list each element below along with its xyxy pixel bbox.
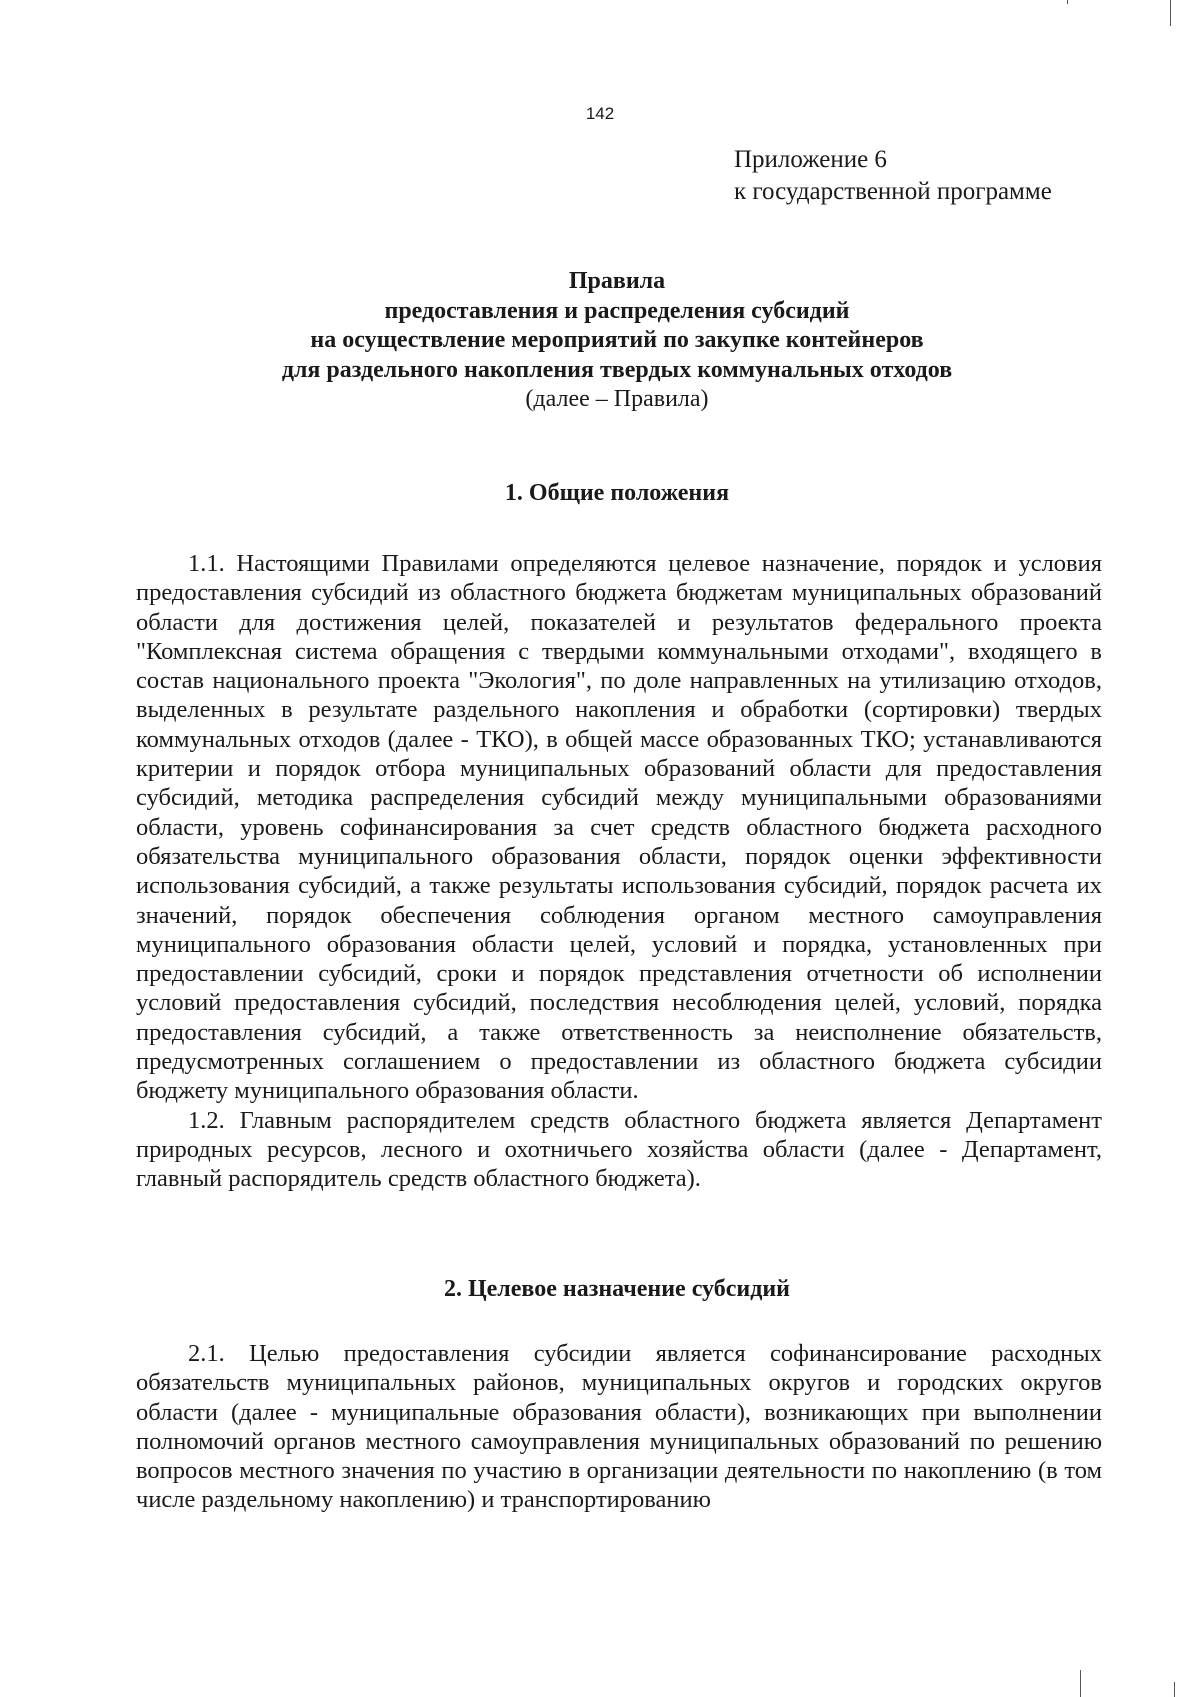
- title-line-1: Правила: [568, 268, 666, 294]
- section-heading-1: 1. Общие положения: [504, 480, 730, 506]
- paragraph-1-1: 1.1. Настоящими Правилами определяются целевое назначение, порядок и условия предоставления субсидий из областного бюджета бюджетам муниципальных образований области для достижения целей, показателей и результатов федерального проекта "Комплексная система обращения с твердыми коммунальными отходами", входящего в состав национального проекта "Экология", по доле направленных на утилизацию отходов, выделенных в результате раздельного накопления и обработки (сортировки) твердых коммунальных отходов (далее - ТКО), в общей массе образованных ТКО; устанавливаются критерии и порядок отбора муниципальных образований области для предоставления субсидий, методика распределения субсидий между муниципальными образованиями области, уровень софинансирования за счет средств областного бюджета расходного обязательства муниципального образования области, порядок оценки эффективности использования субсидий, а также результаты использования субсидий, порядок расчета их значений, порядок обеспечения соблюдения органом местного самоуправления муниципального образования области целей, условий и порядка, установленных при предоставлении субсидий, сроки и порядок представления отчетности об исполнении условий предоставления субсидий, последствия несоблюдения целей, условий, порядка предоставления субсидий, а также ответственность за неисполнение обязательств, предусмотренных соглашением о предоставлении из областного бюджета субсидии бюджету муниципального образования области.: [136, 550, 1102, 1105]
- section-body-1: [136, 549, 1102, 1194]
- scan-edge-mark: [1174, 1682, 1175, 1697]
- scan-edge-mark: [1170, 0, 1171, 26]
- title-line-2: предоставления и распределения субсидий: [384, 297, 850, 324]
- page-number: 142: [585, 104, 615, 123]
- section-body-2: [136, 1339, 1102, 1515]
- paragraph-1-2: 1.2. Главным распорядителем средств областного бюджета является Департамент природных ресурсов, лесного и охотничьего хозяйства области (далее - Департамент, главный распорядитель средств областного бюджета).: [136, 1106, 1102, 1193]
- appendix-line-2: к государственной программе: [734, 178, 1052, 205]
- document-title: [0, 267, 1200, 415]
- scan-edge-mark: [1067, 0, 1068, 4]
- scan-edge-mark: [1080, 1670, 1081, 1697]
- title-line-5: (далее – Правила): [525, 386, 709, 412]
- appendix-note: [734, 144, 1052, 208]
- paragraph-2-1: 2.1. Целью предоставления субсидии является софинансирование расходных обязательств муниципальных районов, муниципальных округов и городских округов области (далее - муниципальные образования области), возникающих при выполнении полномочий органов местного самоуправления муниципальных образований по решению вопросов местного значения по участию в организации деятельности по накоплению (в том числе раздельному накоплению) и транспортированию: [136, 1340, 1102, 1514]
- section-heading-2: 2. Целевое назначение субсидий: [443, 1276, 791, 1302]
- appendix-line-1: Приложение 6: [734, 146, 887, 173]
- title-line-3: на осуществление мероприятий по закупке контейнеров: [310, 327, 924, 353]
- title-line-4: для раздельного накопления твердых коммунальных отходов: [281, 356, 953, 383]
